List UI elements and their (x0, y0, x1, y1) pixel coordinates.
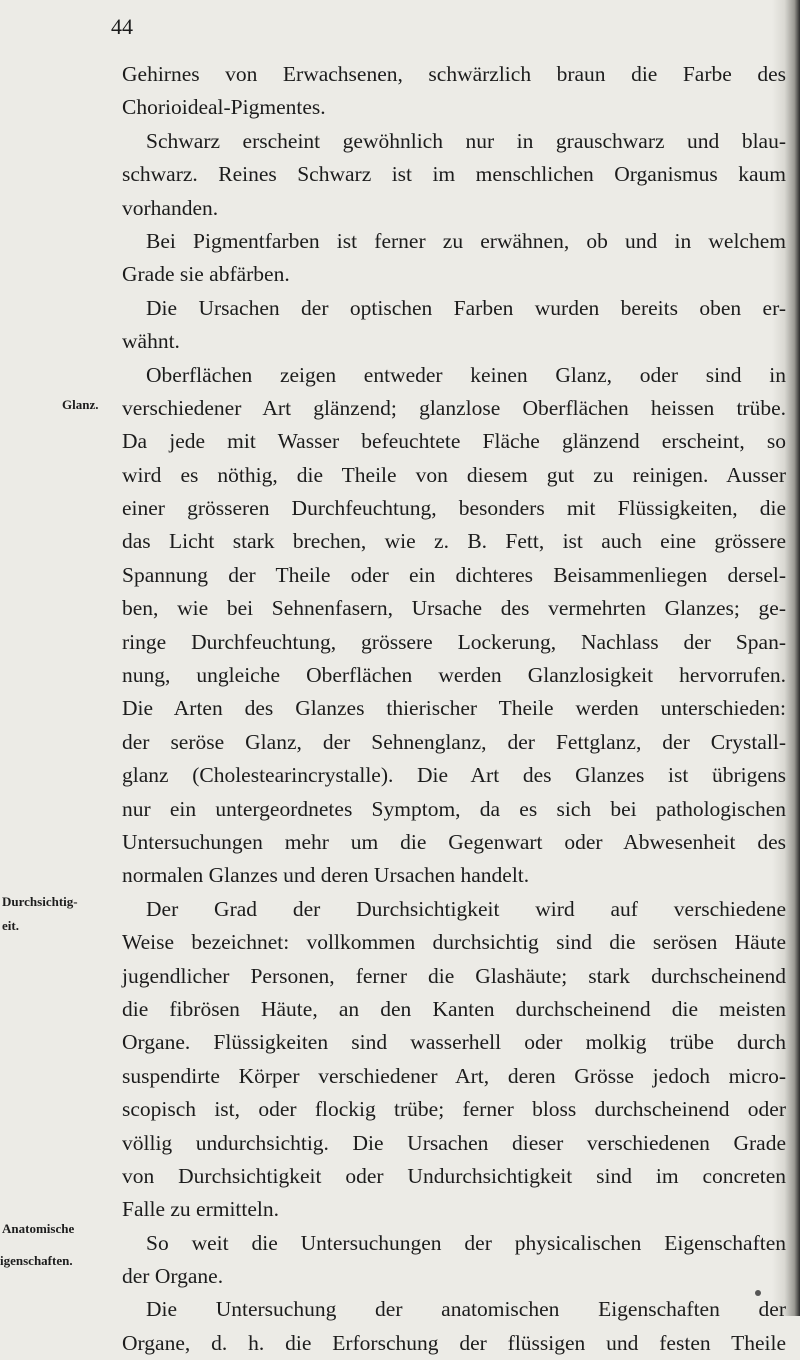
text-line: wird es nöthig, die Theile von diesem gut zu reinigen. Ausser (122, 462, 786, 487)
text-line: völlig undurchsichtig. Die Ursachen dieser verschiedenen Grade (122, 1130, 786, 1155)
body-text (122, 58, 786, 1360)
text-line: ringe Durchfeuchtung, grössere Lockerung, Nachlass der Span- (122, 629, 786, 654)
text-line: ben, wie bei Sehnenfasern, Ursache des vermehrten Glanzes; ge- (122, 596, 786, 621)
text-line: So weit die Untersuchungen der physicalischen Eigenschaften (146, 1230, 786, 1255)
ink-dot (755, 1290, 761, 1296)
text-line: einer grösseren Durchfeuchtung, besonders mit Flüssigkeiten, die (122, 496, 786, 521)
text-line: Grade sie abfärben. (122, 262, 290, 287)
text-line: schwarz. Reines Schwarz ist im menschlichen Organismus kaum (122, 162, 786, 187)
margin-note-eigenschaften: igenschaften. (0, 1253, 73, 1268)
text-line: Bei Pigmentfarben ist ferner zu erwähnen, ob und in welchem (146, 228, 786, 253)
page-number: 44 (111, 14, 133, 39)
text-line: glanz (Cholestearincrystalle). Die Art des Glanzes ist übrigens (122, 763, 786, 788)
text-line: Weise bezeichnet: vollkommen durchsichtig sind die serösen Häute (122, 930, 786, 955)
text-line: Gehirnes von Erwachsenen, schwärzlich braun die Farbe des (122, 62, 786, 86)
text-line: Da jede mit Wasser befeuchtete Fläche glänzend erscheint, so (122, 429, 786, 454)
margin-note-glanz: Glanz. (62, 397, 99, 412)
text-line: Falle zu ermitteln. (122, 1197, 280, 1222)
text-line: Die Ursachen der optischen Farben wurden bereits oben er- (146, 295, 786, 320)
text-line: suspendirte Körper verschiedener Art, deren Grösse jedoch micro- (122, 1063, 786, 1088)
text-line: Schwarz erscheint gewöhnlich nur in grauschwarz und blau- (146, 128, 786, 153)
text-line: Untersuchungen mehr um die Gegenwart oder Abwesenheit des (122, 829, 786, 854)
text-line: Die Arten des Glanzes thierischer Theile werden unterschieden: (122, 696, 786, 721)
text-line: Chorioideal-Pigmentes. (122, 95, 326, 120)
text-line: verschiedener Art glänzend; glanzlose Oberflächen heissen trübe. (122, 395, 786, 420)
text-line: von Durchsichtigkeit oder Undurchsichtigkeit sind im concreten (122, 1163, 786, 1188)
text-line: Oberflächen zeigen entweder keinen Glanz, oder sind in (146, 362, 786, 387)
text-line: vorhanden. (122, 195, 219, 220)
margin-note-anatomische: Anatomische (2, 1221, 75, 1236)
text-line: der Organe. (122, 1264, 224, 1289)
text-line: Der Grad der Durchsichtigkeit wird auf verschiedene (146, 896, 786, 921)
text-line: Organe. Flüssigkeiten sind wasserhell oder molkig trübe durch (122, 1030, 786, 1055)
text-line: scopisch ist, oder flockig trübe; ferner bloss durchscheinend oder (122, 1097, 786, 1122)
text-line: das Licht stark brechen, wie z. B. Fett, ist auch eine grössere (122, 529, 786, 554)
text-line: Die Untersuchung der anatomischen Eigenschaften der (146, 1297, 786, 1322)
margin-note-durchsichtigkeit: Durchsichtig- (2, 894, 78, 909)
text-line: Spannung der Theile oder ein dichteres Beisammenliegen dersel- (122, 562, 786, 587)
text-line: der seröse Glanz, der Sehnenglanz, der Fettglanz, der Crystall- (122, 729, 786, 754)
text-line: Organe, d. h. die Erforschung der flüssigen und festen Theile (122, 1330, 786, 1355)
margin-note-durchsichtigkeit-cont: eit. (2, 918, 19, 933)
text-line: normalen Glanzes und deren Ursachen handelt. (122, 863, 530, 888)
text-line: nung, ungleiche Oberflächen werden Glanzlosigkeit hervorrufen. (122, 663, 786, 688)
text-line: wähnt. (122, 329, 180, 354)
text-line: jugendlicher Personen, ferner die Glashäute; stark durchscheinend (122, 963, 786, 988)
text-line: die fibrösen Häute, an den Kanten durchscheinend die meisten (122, 996, 786, 1021)
text-line: nur ein untergeordnetes Symptom, da es sich bei pathologischen (122, 796, 786, 821)
